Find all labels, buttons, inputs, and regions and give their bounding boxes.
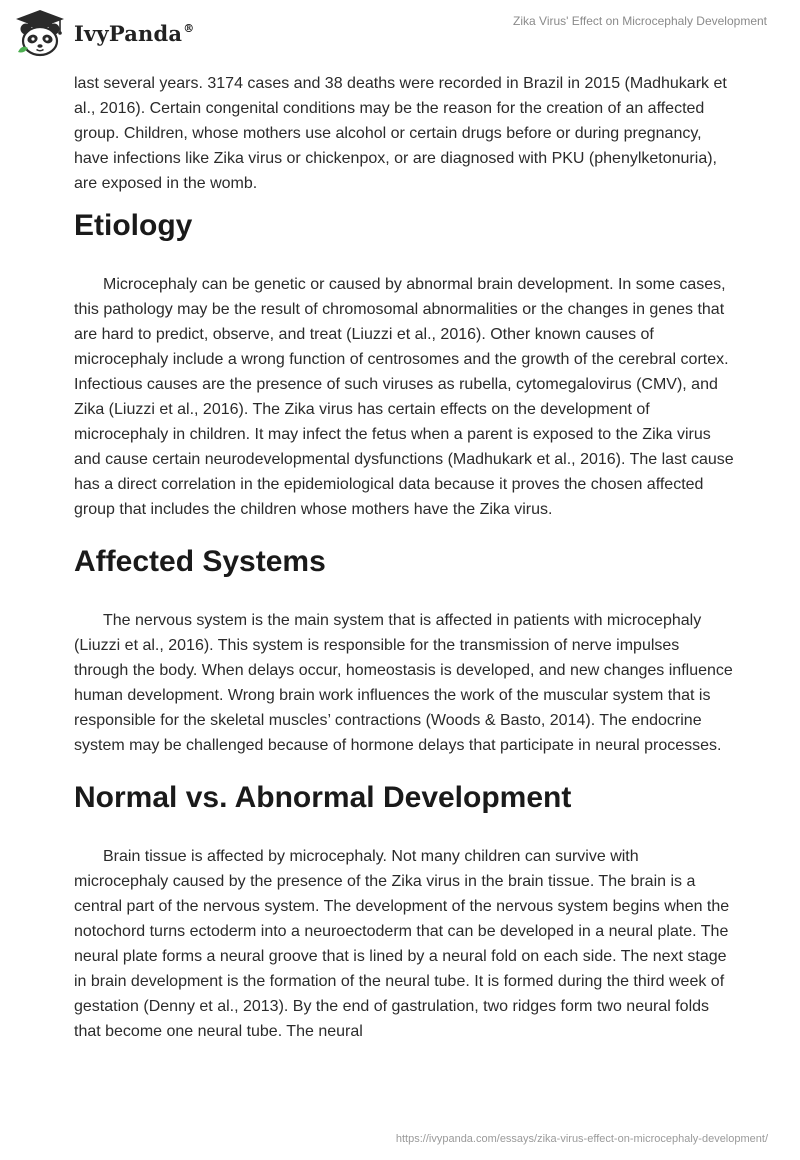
ivypanda-logo[interactable] [14,8,194,58]
heading-etiology: Etiology [74,209,193,242]
registered-mark: ® [183,21,195,35]
paragraph-etiology: Microcephaly can be genetic or caused by abnormal brain development. In some cases, this pathology may be the result of chromosomal abnormalities or the changes in genes that are hard to predict, observe, and treat (Liuzzi et al., 2016). Other known causes of microcephaly include a wrong function of centrosomes and the growth of the cerebral cortex. Infectious causes are the presence of such viruses as rubella, cytomegalovirus (CMV), and Zika (Liuzzi et al., 2016). The Zika virus has certain effects on the development of microcephaly in children. It may infect the fetus when a parent is exposed to the Zika virus and cause certain neurodevelopmental dysfunctions (Madhukark et al., 2016). The last cause has a direct correlation in the epidemiological data because it proves the chosen affected group that includes the children whose mothers have the Zika virus. [74,276,734,518]
paragraph-affected-systems: The nervous system is the main system that is affected in patients with microcephaly (Liuzzi et al., 2016). This system is responsible for the transmission of nerve impulses through the body. When delays occur, homeostasis is developed, and new changes influence human development. Wrong brain work influences the work of the muscular system that is responsible for the skeletal muscles’ contractions (Woods & Basto, 2014). The endocrine system may be challenged because of hormone delays that participate in neural processes. [74,612,733,754]
paragraph-normal-vs-abnormal: Brain tissue is affected by microcephaly. Not many children can survive with microcephaly caused by the presence of the Zika virus in the brain tissue. The brain is a central part of the nervous system. The development of the nervous system begins when the notochord turns ectoderm into a neuroectoderm that can be developed in a neural plate. The neural plate forms a neural groove that is lined by a neural fold on each side. The next stage in brain development is the formation of the neural tube. It is formed during the third week of gestation (Denny et al., 2013). By the end of gastrulation, two ridges form two neural folds that become one neural tube. The neural [74,848,730,1040]
brand-name: IvyPanda [74,20,183,46]
logo-wordmark [74,21,194,46]
document-title: Zika Virus' Effect on Microcephaly Development [513,14,767,28]
intro-paragraph: last several years. 3174 cases and 38 deaths were recorded in Brazil in 2015 (Madhukark et al., 2016). Certain congenital conditions may be the reason for the creation of an affected group. Children, whose mothers use alcohol or certain drugs before or during pregnancy, have infections like Zika virus or chickenpox, or are diagnosed with PKU (phenylketonuria), are exposed in the womb. [74,75,727,192]
source-url[interactable]: https://ivypanda.com/essays/zika-virus-effect-on-microcephaly-development/ [395,1133,768,1145]
essay-body [74,71,734,1044]
heading-affected-systems: Affected Systems [74,545,326,578]
page-header [0,0,800,64]
heading-normal-vs-abnormal: Normal vs. Abnormal Development [74,781,572,814]
panda-graduate-icon [14,8,66,58]
